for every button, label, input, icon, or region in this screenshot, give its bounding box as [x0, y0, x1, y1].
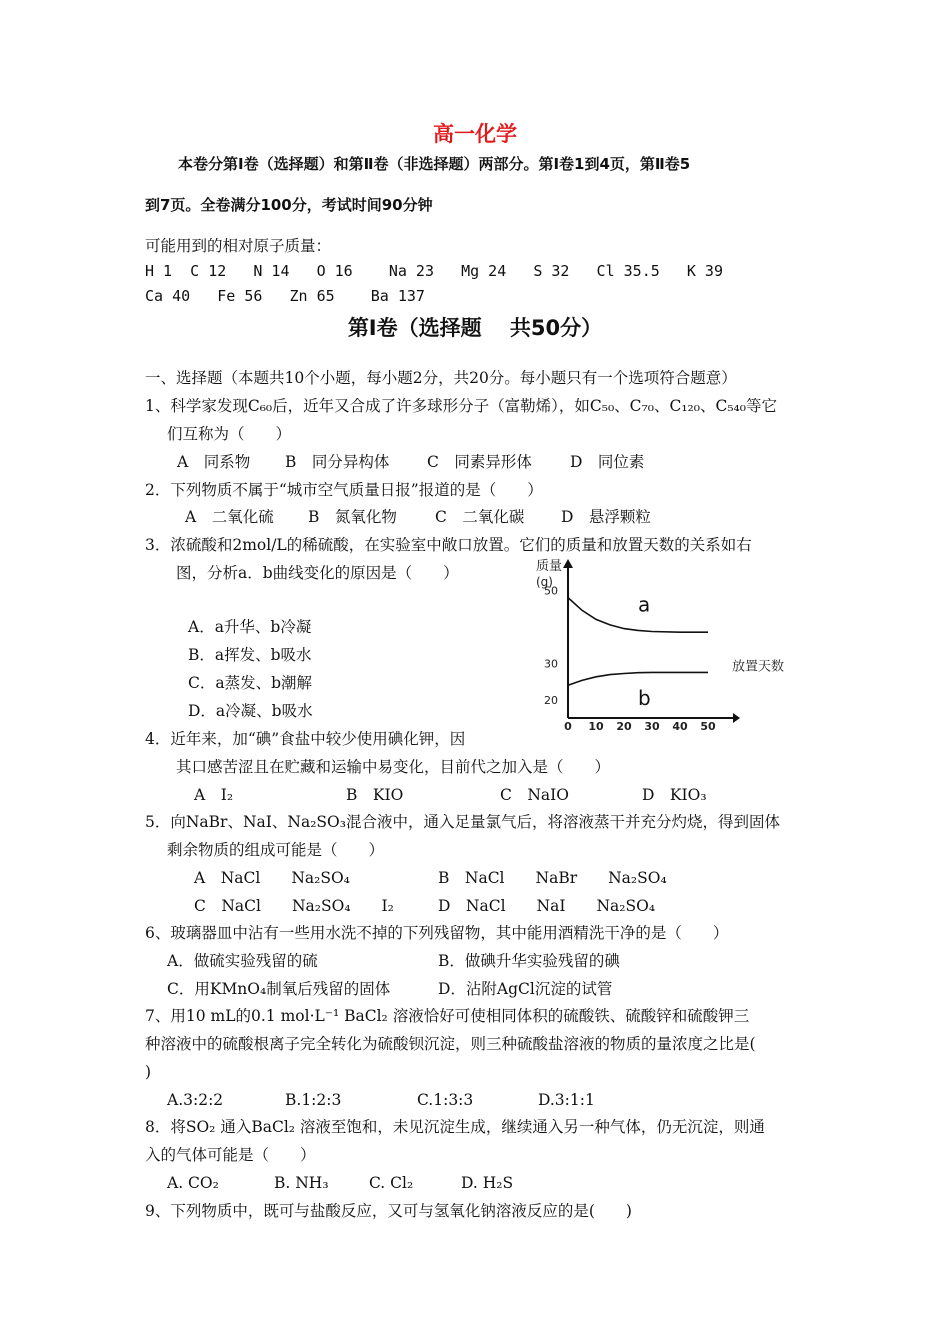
- x-tick-label: 30: [644, 720, 660, 733]
- q8-stem-line-2: 入的气体可能是（ ）: [145, 1146, 316, 1164]
- q4-stem-line-1: 4．近年来，加“碘”食盐中较少使用碘化钾，因: [145, 730, 466, 748]
- q6-option-d: D．沾附AgCl沉淀的试管: [438, 980, 613, 998]
- q1-option-b: B 同分异构体: [285, 453, 390, 471]
- q8-option-a: A. CO₂: [167, 1174, 219, 1192]
- q4-option-b: B KIO: [346, 786, 404, 804]
- q7-stem-line-2: 种溶液中的硫酸根离子完全转化为硫酸钡沉淀，则三种硫酸盐溶液的物质的量浓度之比是(: [145, 1035, 756, 1053]
- part1-instructions: 一、选择题（本题共10个小题，每小题2分，共20分。每小题只有一个选项符合题意）: [145, 369, 737, 387]
- q7-option-b: B.1:2:3: [285, 1091, 342, 1109]
- q3-option-d: D．a冷凝、b吸水: [188, 702, 313, 720]
- x-axis-title: 放置天数: [732, 659, 785, 675]
- q2-option-a: A 二氧化硫: [185, 508, 274, 526]
- q5-stem-line-2: 剩余物质的组成可能是（ ）: [167, 841, 385, 859]
- q9-stem: 9、下列物质中，既可与盐酸反应，又可与氢氧化钠溶液反应的是( ): [145, 1202, 632, 1220]
- y-axis-title-line-1: 质量: [536, 559, 563, 574]
- intro-line-2: 到7页。全卷满分100分，考试时间90分钟: [145, 196, 433, 214]
- q1-option-c: C 同素异形体: [427, 453, 532, 471]
- x-tick-label: 40: [672, 720, 688, 733]
- x-axis-arrow: [733, 713, 740, 723]
- x-tick-label: 10: [588, 720, 604, 733]
- q6-stem: 6、玻璃器皿中沾有一些用水洗不掉的下列残留物，其中能用酒精洗干净的是（ ）: [145, 924, 729, 942]
- q7-stem-line-1: 7、用10 mL的0.1 mol·L⁻¹ BaCl₂ 溶液恰好可使相同体积的硫酸铁、硫酸锌和硫酸钾三: [145, 1007, 750, 1025]
- chart-series: [568, 592, 708, 709]
- q2-stem: 2．下列物质不属于“城市空气质量日报”报道的是（ ）: [145, 481, 543, 499]
- x-tick-label: 0: [564, 720, 572, 733]
- q7-stem-line-3: ): [145, 1063, 152, 1081]
- q3-option-a: A．a升华、b冷凝: [188, 618, 312, 636]
- q5-option-d: D NaCl NaI Na₂SO₄: [438, 897, 656, 915]
- q8-option-d: D. H₂S: [461, 1174, 514, 1192]
- y-axis-title-line-2: (g): [536, 575, 553, 589]
- q1-stem-line-2: 们互称为（ ）: [167, 425, 292, 443]
- page-title: 高一化学: [433, 122, 517, 146]
- q5-option-b: B NaCl NaBr Na₂SO₄: [438, 869, 667, 887]
- y-axis-arrow: [563, 559, 573, 568]
- q7-option-c: C.1:3:3: [417, 1091, 474, 1109]
- q4-option-d: D KIO₃: [642, 786, 707, 804]
- q5-option-c: C NaCl Na₂SO₄ I₂: [194, 897, 394, 915]
- q6-option-b: B．做碘升华实验残留的碘: [438, 952, 620, 970]
- q3-option-b: B．a挥发、b吸水: [188, 646, 312, 664]
- atomic-mass-line-2: Ca 40 Fe 56 Zn 65 Ba 137: [145, 287, 425, 305]
- y-tick-label: 50: [544, 584, 558, 598]
- q3-stem-line-2: 图，分析a．b曲线变化的原因是（ ）: [176, 564, 459, 582]
- q4-stem-line-2: 其口感苦涩且在贮藏和运输中易变化，目前代之加入是（ ）: [176, 758, 611, 776]
- y-tick-label: 30: [544, 657, 558, 671]
- mass-vs-days-chart: [528, 556, 798, 734]
- q4-option-c: C NaIO: [500, 786, 569, 804]
- q6-option-c: C．用KMnO₄制氧后残留的固体: [167, 980, 391, 998]
- q3-option-c: C．a蒸发、b潮解: [188, 674, 313, 692]
- x-tick-label: 20: [616, 720, 632, 733]
- q8-option-c: C. Cl₂: [369, 1174, 414, 1192]
- q7-option-d: D.3:1:1: [538, 1091, 595, 1109]
- atomic-mass-label: 可能用到的相对原子质量：: [145, 237, 332, 255]
- q1-option-a: A 同系物: [177, 453, 251, 471]
- q2-option-d: D 悬浮颗粒: [561, 508, 651, 526]
- q8-option-b: B. NH₃: [274, 1174, 329, 1192]
- q6-option-a: A．做硫实验残留的硫: [167, 952, 318, 970]
- q2-option-c: C 二氧化碳: [435, 508, 525, 526]
- series-label-b: b: [638, 685, 651, 710]
- x-tick-label: 50: [700, 720, 716, 733]
- section-title: 第Ⅰ卷（选择题 共50分）: [347, 316, 603, 340]
- chart-ticks: [544, 584, 716, 733]
- atomic-mass-line-1: H 1 C 12 N 14 O 16 Na 23 Mg 24 S 32 Cl 35.5 K 39: [145, 262, 723, 280]
- q5-option-a: A NaCl Na₂SO₄: [194, 869, 350, 887]
- q1-stem-line-1: 1、科学家发现C₆₀后，近年又合成了许多球形分子（富勒烯），如C₅₀、C₇₀、C₁₂₀、C₅₄₀等它: [145, 397, 777, 415]
- chart-axes: [563, 559, 784, 723]
- q8-stem-line-1: 8．将SO₂ 通入BaCl₂ 溶液至饱和，未见沉淀生成，继续通入另一种气体，仍无沉淀，则通: [145, 1118, 765, 1136]
- q2-option-b: B 氮氧化物: [308, 508, 397, 526]
- y-tick-label: 20: [544, 693, 558, 707]
- series-line-b: [568, 672, 708, 685]
- intro-line-1: 本卷分第Ⅰ卷（选择题）和第Ⅱ卷（非选择题）两部分。第Ⅰ卷1到4页，第Ⅱ卷5: [178, 155, 691, 173]
- q1-option-d: D 同位素: [570, 453, 645, 471]
- q4-option-a: A I₂: [194, 786, 234, 804]
- q3-stem-line-1: 3．浓硫酸和2mol/L的稀硫酸，在实验室中敞口放置。它们的质量和放置天数的关系如右: [145, 536, 752, 554]
- series-label-a: a: [638, 592, 651, 617]
- q5-stem-line-1: 5．向NaBr、NaI、Na₂SO₃混合液中，通入足量氯气后，将溶液蒸干并充分灼烧，得到固体: [145, 813, 780, 831]
- q7-option-a: A.3:2:2: [167, 1091, 224, 1109]
